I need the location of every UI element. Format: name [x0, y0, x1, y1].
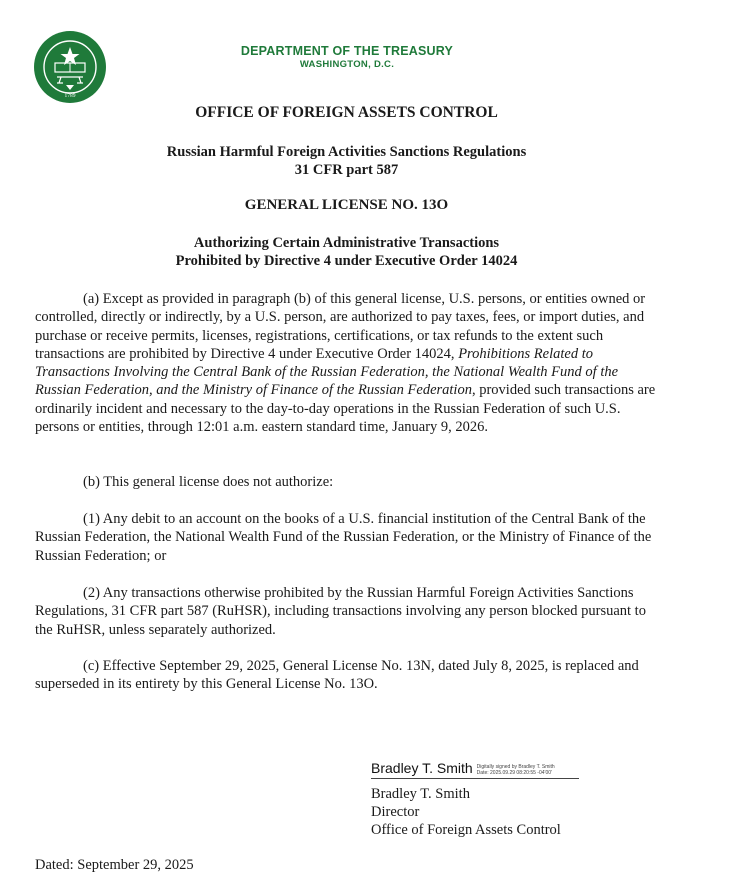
- signature-digital-line: Digitally signed by Bradley T. Smith: [476, 764, 555, 770]
- dated-line: Dated: September 29, 2025: [35, 857, 194, 873]
- department-header: [160, 44, 534, 71]
- seal-year: 1789: [64, 93, 76, 99]
- department-name: DEPARTMENT OF THE TREASURY: [240, 44, 454, 58]
- subject-line-2: Prohibited by Directive 4 under Executive Order 14024: [175, 253, 518, 269]
- digital-signature: [371, 760, 579, 779]
- signatory-name: Bradley T. Smith: [371, 786, 470, 802]
- signatory-office: Office of Foreign Assets Control: [371, 822, 561, 838]
- signature-name: Bradley T. Smith: [371, 760, 473, 776]
- paragraph-b1: (1) Any debit to an account on the books of a U.S. financial institution of the Central Bank of the Russian Federation, the National Wealth Fund of the Russian Federation, or the Ministry of Finance of the Russian Federation; or: [35, 511, 652, 564]
- signature-block: [371, 760, 611, 839]
- regulation-cfr: 31 CFR part 587: [294, 162, 399, 178]
- signatory-details: [371, 785, 611, 839]
- signature-metadata: [477, 764, 555, 776]
- signature-date-line: Date: 2025.09.29 08:20:55 -04'00': [476, 770, 552, 776]
- office-title: OFFICE OF FOREIGN ASSETS CONTROL: [195, 104, 498, 121]
- paragraph-c: (c) Effective September 29, 2025, General License No. 13N, dated July 8, 2025, is replaced and superseded in its entirety by this General License No. 13O.: [35, 658, 639, 693]
- paragraph-a-text-2: , provided such transactions are ordinarily incident and necessary to the day-to-day operations in the Russian Federation of such U.S. persons or entities, through 12:01 a.m. eastern standard time, January 9, 2026.: [35, 382, 656, 436]
- treasury-seal: [33, 30, 107, 104]
- paragraph-a-text-1: (a) Except as provided in paragraph (b) of this general license, U.S. persons, or entities owned or controlled, directly or indirectly, by a U.S. person, are authorized to pay taxes, fees, or import duties, and purchase or receive permits, licenses, registrations, certifications, or tax refunds to the extent such transactions are prohibited by Directive 4 under Executive Order 14024,: [35, 291, 646, 362]
- regulation-title: [0, 143, 693, 179]
- license-subject: [0, 234, 693, 270]
- paragraph-b2: (2) Any transactions otherwise prohibited by the Russian Harmful Foreign Activities Sanctions Regulations, 31 CFR part 587 (RuHSR), including transactions involving any person blocked pursuant to the RuHSR, unless separately authorized.: [35, 585, 646, 638]
- paragraph-a: [35, 290, 665, 436]
- paragraph-a-directive-title: Prohibitions Related to Transactions Involving the Central Bank of the Russian Federation, the National Wealth Fund of the Russian Federation, and the Ministry of Finance of the Russian Federation: [35, 345, 619, 399]
- license-number: GENERAL LICENSE NO. 13O: [244, 197, 449, 213]
- paragraph-b: (b) This general license does not authorize:: [83, 474, 334, 490]
- subject-line-1: Authorizing Certain Administrative Transactions: [193, 235, 500, 251]
- department-location: WASHINGTON, D.C.: [299, 59, 395, 70]
- signatory-role: Director: [371, 804, 420, 820]
- regulation-name: Russian Harmful Foreign Activities Sanctions Regulations: [166, 144, 527, 160]
